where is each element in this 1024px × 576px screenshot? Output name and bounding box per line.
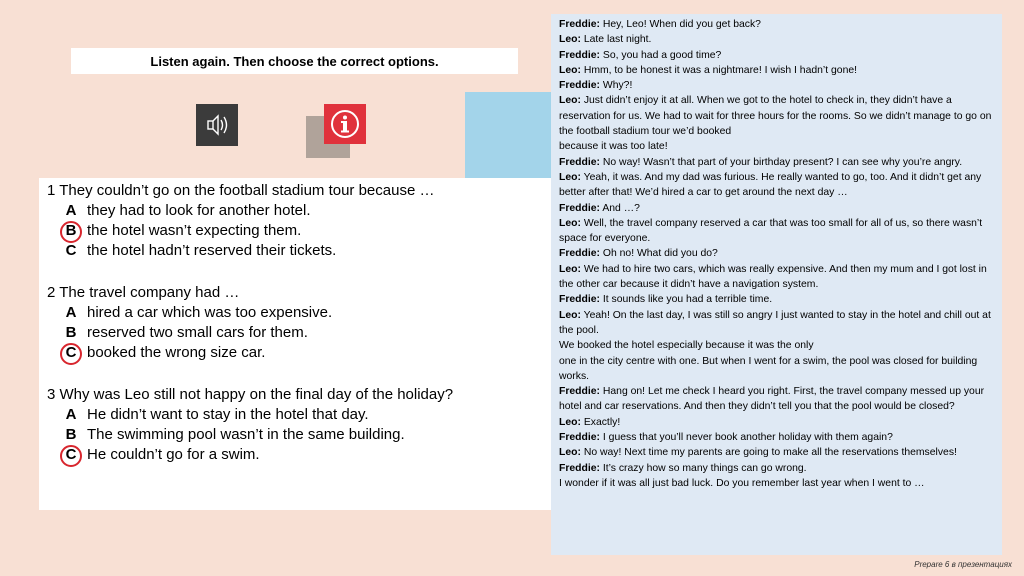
footer-credit: Prepare 6 в презентациях: [914, 560, 1012, 569]
option-letter: C: [65, 242, 77, 259]
speaker-name: Freddie:: [559, 19, 600, 30]
speaker-name: Freddie:: [559, 462, 600, 474]
transcript-line: [559, 139, 994, 154]
transcript-line: [559, 170, 994, 201]
speaker-name: Freddie:: [559, 156, 600, 168]
transcript-line: [559, 32, 994, 47]
option-letter: B: [65, 426, 77, 443]
info-button[interactable]: [324, 104, 366, 144]
option-text: reserved two small cars for them.: [87, 324, 308, 341]
transcript-line: [559, 78, 994, 93]
line-text: Exactly!: [583, 416, 621, 428]
speaker-name: Freddie:: [559, 80, 600, 92]
speaker-name: Freddie:: [559, 248, 600, 260]
transcript-line: [559, 262, 994, 293]
line-text: Well, the travel company reserved a car that was too small for all of us, so there wasn’t space for everyone.: [559, 217, 983, 245]
option-c[interactable]: [47, 445, 453, 465]
transcript-line: [559, 430, 994, 445]
option-letter: B: [65, 324, 77, 341]
line-text: Yeah! On the last day, I was still so angry I just wanted to stay in the hotel and chill out at the pool.: [559, 309, 991, 336]
question-3: [47, 385, 453, 465]
option-a[interactable]: [47, 303, 333, 323]
option-a[interactable]: [47, 201, 434, 221]
option-text: the hotel hadn’t reserved their tickets.: [87, 242, 337, 259]
option-letter: A: [65, 202, 77, 219]
speaker-name: Leo:: [559, 95, 581, 107]
transcript-line: [559, 292, 994, 307]
speaker-name: Freddie:: [559, 294, 600, 306]
transcript-line: [559, 476, 994, 491]
speaker-name: Leo:: [559, 64, 581, 76]
line-text: Just didn’t enjoy it at all. When we got to the hotel to check in, they didn’t have a reservation for us. We had to wait for three hours for the rooms. So we didn’t manage to go on the football stadium tour we’d booked: [559, 95, 992, 138]
line-text: Why?!: [602, 80, 633, 92]
blue-panel: [465, 92, 565, 178]
line-text: Hang on! Let me check I heard you right. First, the travel company messed up your hotel and car reservations. And then they didn’t tell you that the pool would be closed?: [559, 386, 985, 413]
question-2: [47, 283, 333, 363]
option-b[interactable]: [47, 425, 453, 445]
option-text: He couldn’t go for a swim.: [87, 446, 260, 463]
option-text: The swimming pool wasn’t in the same building.: [87, 426, 405, 443]
option-text: He didn’t want to stay in the hotel that day.: [87, 406, 369, 423]
line-text: I guess that you’ll never book another holiday with them again?: [602, 432, 893, 444]
transcript-line: [559, 216, 994, 247]
audio-play-button[interactable]: [196, 104, 238, 146]
speaker-name: Leo:: [559, 447, 581, 459]
transcript-line: [559, 338, 994, 353]
option-text: the hotel wasn’t expecting them.: [87, 222, 302, 239]
line-text: So, you had a good time?: [602, 49, 722, 61]
line-text: Late last night.: [583, 34, 652, 46]
option-b[interactable]: [47, 221, 434, 241]
question-1: [47, 181, 434, 261]
transcript-line: [559, 415, 994, 430]
speaker-name: Leo:: [559, 34, 581, 46]
option-letter: A: [65, 406, 77, 423]
option-a[interactable]: [47, 405, 453, 425]
transcript-panel: [551, 14, 1002, 555]
speaker-name: Leo:: [559, 309, 581, 321]
line-text: No way! Wasn’t that part of your birthday present? I can see why you’re angry.: [602, 156, 963, 168]
line-text: Yeah, it was. And my dad was furious. He really wanted to go, too. And it didn’t get any better after that! We’d hired a car to get around the next day …: [559, 171, 982, 199]
question-text: 3 Why was Leo still not happy on the final day of the holiday?: [47, 386, 454, 403]
transcript-line: [559, 308, 994, 339]
transcript-line: [559, 461, 994, 476]
transcript-line: [559, 93, 994, 139]
line-text: It’s crazy how so many things can go wrong.: [602, 462, 807, 474]
line-text: We booked the hotel especially because it was the only: [559, 340, 814, 352]
speaker-name: Leo:: [559, 217, 581, 229]
speaker-name: Leo:: [559, 171, 581, 183]
speaker-name: Freddie:: [559, 386, 600, 398]
instruction-banner: Listen again. Then choose the correct options.: [71, 48, 518, 74]
transcript-line: [559, 354, 994, 385]
option-text: booked the wrong size car.: [87, 344, 266, 361]
question-text: 2 The travel company had …: [47, 284, 240, 301]
line-text: We had to hire two cars, which was really expensive. And then my mum and I got lost in the other car because it didn’t have a navigation system.: [559, 263, 987, 291]
line-text: Hmm, to be honest it was a nightmare! I wish I hadn’t gone!: [583, 64, 858, 76]
line-text: It sounds like you had a terrible time.: [602, 294, 773, 306]
transcript-line: [559, 155, 994, 170]
option-text: they had to look for another hotel.: [87, 202, 311, 219]
option-letter: A: [65, 304, 77, 321]
transcript-line: [559, 48, 994, 63]
option-text: hired a car which was too expensive.: [87, 304, 333, 321]
question-text: 1 They couldn’t go on the football stadium tour because …: [47, 182, 435, 199]
line-text: I wonder if it was all just bad luck. Do you remember last year when I went to …: [559, 477, 925, 489]
transcript-line: [559, 246, 994, 261]
option-c[interactable]: [47, 241, 434, 261]
speaker-name: Freddie:: [559, 49, 600, 61]
speaker-name: Freddie:: [559, 432, 600, 444]
speaker-name: Leo:: [559, 416, 581, 428]
option-letter-correct: B: [61, 221, 81, 241]
transcript-line: [559, 445, 994, 460]
speaker-icon: [202, 110, 232, 140]
option-letter-correct: C: [61, 343, 81, 363]
info-icon: [329, 108, 361, 140]
transcript-line: [559, 17, 994, 32]
option-c[interactable]: [47, 343, 266, 363]
line-text: Oh no! What did you do?: [602, 248, 718, 260]
option-letter-correct: C: [61, 445, 81, 465]
transcript-line: [559, 384, 994, 415]
line-text: And …?: [602, 202, 640, 214]
speaker-name: Freddie:: [559, 202, 600, 214]
questions-panel: [39, 178, 551, 510]
speaker-name: Leo:: [559, 263, 581, 275]
line-text: because it was too late!: [559, 141, 668, 153]
line-text: one in the city centre with one. But when I went for a swim, the pool was closed for building works.: [559, 355, 978, 382]
transcript-line: [559, 63, 994, 78]
line-text: Hey, Leo! When did you get back?: [602, 19, 761, 30]
transcript-line: [559, 201, 994, 216]
option-b[interactable]: [47, 323, 308, 343]
line-text: No way! Next time my parents are going to make all the reservations themselves!: [583, 447, 957, 459]
